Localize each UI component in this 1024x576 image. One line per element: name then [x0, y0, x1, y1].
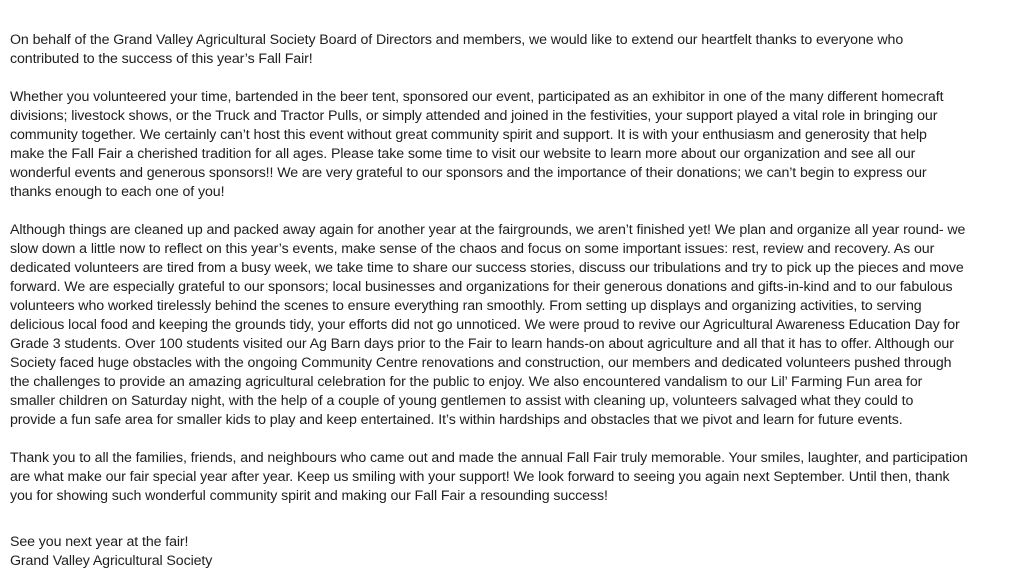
paragraph-closing-thanks: [10, 449, 1024, 506]
text-line: you for showing such wonderful community spirit and making our Fall Fair a resounding success!: [10, 488, 608, 504]
text-line: wonderful events and generous sponsors!! We are very grateful to our sponsors and the importance of their donations; we can’t begin to express our: [10, 165, 927, 181]
text-line: On behalf of the Grand Valley Agricultural Society Board of Directors and members, we would like to extend our heartfelt thanks to everyone who: [10, 32, 904, 48]
text-line: Society faced huge obstacles with the ongoing Community Centre renovations and construction, our members and dedicated volunteers pushed through: [10, 355, 952, 371]
signature-block: [10, 533, 1024, 571]
text-line: make the Fall Fair a cherished tradition for all ages. Please take some time to visit our website to learn more about our organization and see all our: [10, 146, 916, 162]
text-line: divisions; livestock shows, or the Truck and Tractor Pulls, or simply attended and joined in the festivities, your support played a vital role in bringing our: [10, 108, 938, 124]
text-line: are what make our fair special year after year. Keep us smiling with your support! We look forward to seeing you again next September. Until then, thank: [10, 469, 950, 485]
text-line: Thank you to all the families, friends, and neighbours who came out and made the annual Fall Fair truly memorable. Your smiles, laughter, and participation: [10, 450, 968, 466]
text-line: Whether you volunteered your time, bartended in the beer tent, sponsored our event, participated as an exhibitor in one of the many different homecraft: [10, 89, 944, 105]
text-line: thanks enough to each one of you!: [10, 184, 225, 200]
paragraph-intro: [10, 31, 1024, 69]
closing-line: See you next year at the fair!: [10, 534, 189, 550]
text-line: dedicated volunteers are tired from a busy week, we take time to share our success stories, discuss our tribulations and try to pick up the pieces and move: [10, 260, 964, 276]
text-line: slow down a little now to reflect on this year’s events, make sense of the chaos and focus on some important issues: rest, review and recovery. As our: [10, 241, 935, 257]
text-line: the challenges to provide an amazing agricultural celebration for the public to enjoy. We also encountered vandalism to our Lil’ Farming Fun area for: [10, 374, 923, 390]
paragraph-thanks-volunteers: [10, 88, 1024, 202]
text-line: delicious local food and keeping the grounds tidy, your efforts did not go unnoticed. We were proud to revive our Agricultural Awareness Education Day for: [10, 317, 960, 333]
text-line: community together. We certainly can’t host this event without great community spirit and support. It is with your enthusiasm and generosity that help: [10, 127, 927, 143]
text-line: volunteers who worked tirelessly behind the scenes to ensure everything ran smoothly. From setting up displays and organizing activities, to serving: [10, 298, 922, 314]
text-line: Grade 3 students. Over 100 students visited our Ag Barn days prior to the Fair to learn hands-on about agriculture and all that it has to offer. Although our: [10, 336, 954, 352]
paragraph-reflection: [10, 221, 1024, 430]
letter-document: [10, 31, 1024, 571]
spacer: [10, 525, 1024, 533]
signature-name: Grand Valley Agricultural Society: [10, 553, 213, 569]
text-line: Although things are cleaned up and packed away again for another year at the fairgrounds, we aren’t finished yet! We plan and organize all year round- we: [10, 222, 966, 238]
text-line: smaller children on Saturday night, with the help of a couple of young gentlemen to assist with cleaning up, volunteers salvaged what they could to: [10, 393, 914, 409]
text-line: provide a fun safe area for smaller kids to play and keep entertained. It’s within hardships and obstacles that we pivot and learn for future events.: [10, 412, 903, 428]
text-line: forward. We are especially grateful to our sponsors; local businesses and organizations for their generous donations and gifts-in-kind and to our fabulous: [10, 279, 953, 295]
text-line: contributed to the success of this year’s Fall Fair!: [10, 51, 313, 67]
